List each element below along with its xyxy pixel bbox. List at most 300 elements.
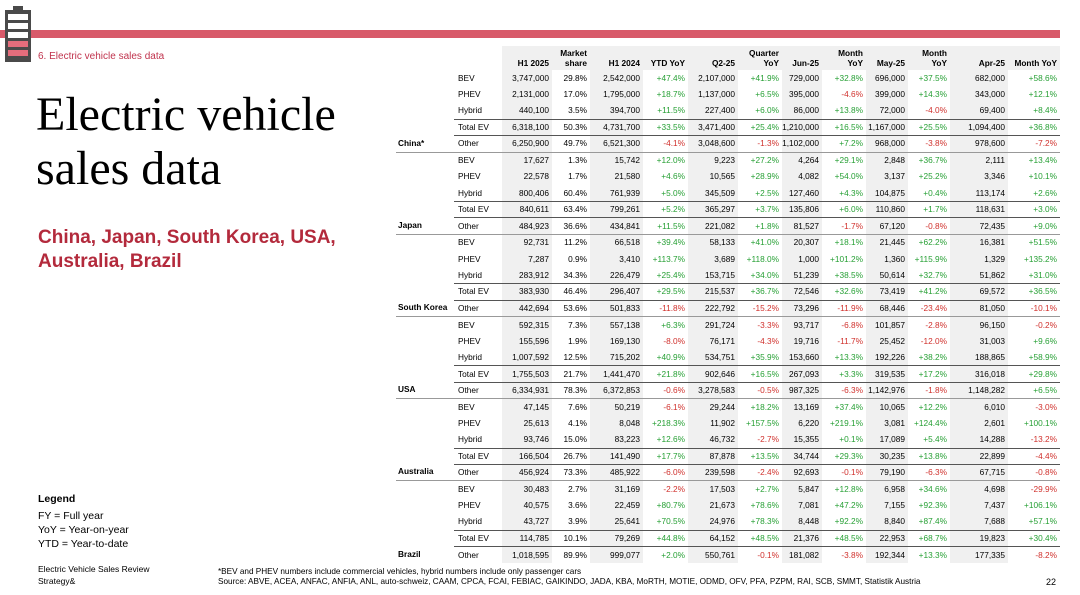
column-header: Q2-25 <box>688 46 738 70</box>
table-cell: 440,100 <box>502 103 552 119</box>
table-cell: 2,601 <box>950 415 1008 431</box>
table-cell: 153,715 <box>688 267 738 283</box>
table-cell: 15,355 <box>782 432 822 448</box>
table-cell: 177,335 <box>950 547 1008 563</box>
table-cell: -0.8% <box>1008 465 1060 481</box>
table-cell: 26.7% <box>552 448 590 464</box>
table-cell: 5,847 <box>782 481 822 497</box>
table-cell: -15.2% <box>738 300 782 316</box>
table-cell: 192,226 <box>866 349 908 365</box>
table-cell: +25.4% <box>656 269 685 280</box>
table-cell: -3.8% <box>908 136 950 152</box>
table-cell: 21,580 <box>590 169 643 185</box>
table-cell: +2.0% <box>643 547 688 563</box>
table-cell: -4.6% <box>841 89 863 100</box>
table-cell: +6.5% <box>1008 382 1060 398</box>
table-row <box>396 465 1060 481</box>
table-cell: 86,000 <box>782 103 822 119</box>
table-cell: 21,376 <box>782 530 822 546</box>
table-cell: 761,939 <box>590 185 643 201</box>
table-cell: 215,537 <box>688 284 738 300</box>
table-cell: 6,010 <box>950 399 1008 415</box>
table-cell: 696,000 <box>866 70 908 86</box>
table-cell: 114,785 <box>502 530 552 546</box>
table-cell: 3,747,000 <box>502 70 552 86</box>
table-cell: 3.9% <box>568 516 587 527</box>
table-cell: +62.2% <box>908 234 950 250</box>
table-cell: 15,742 <box>590 152 643 168</box>
table-cell: 22,459 <box>590 497 643 513</box>
table-cell: +13.3% <box>834 351 863 362</box>
table-cell: 79,190 <box>866 465 908 481</box>
column-header: Month YoY <box>908 46 950 70</box>
country-label: USA <box>396 317 454 399</box>
table-cell: -0.1% <box>822 465 866 481</box>
table-cell: 127,460 <box>782 185 822 201</box>
page-subtitle: China, Japan, South Korea, USA, Australia, Brazil <box>38 227 336 272</box>
table-row <box>396 119 1060 135</box>
powertrain-type: Total EV <box>454 530 502 546</box>
table-cell: +37.4% <box>822 399 866 415</box>
table-cell: 1,360 <box>866 251 908 267</box>
table-cell: 1,329 <box>950 251 1008 267</box>
table-cell: 34.3% <box>563 269 587 280</box>
table-cell: 4,082 <box>782 169 822 185</box>
table-row <box>396 185 1060 201</box>
table-cell: +13.8% <box>908 448 950 464</box>
table-cell: +157.5% <box>746 417 779 428</box>
table-cell: 192,344 <box>866 547 908 563</box>
legend <box>38 492 129 551</box>
table-cell: +118.0% <box>746 253 779 264</box>
table-cell: +29.3% <box>822 448 866 464</box>
table-cell: 92,731 <box>502 234 552 250</box>
country-label: Australia <box>396 399 454 481</box>
table-cell: +6.0% <box>822 202 866 218</box>
table-cell: -13.2% <box>1030 434 1057 445</box>
table-cell: 69,572 <box>950 284 1008 300</box>
table-cell: 1,142,976 <box>866 382 908 398</box>
table-cell: 0.9% <box>568 253 587 264</box>
table-cell: +38.2% <box>918 351 947 362</box>
table-cell: 1,755,503 <box>502 366 552 382</box>
table-cell: +58.9% <box>1028 351 1057 362</box>
table-cell: +9.0% <box>1008 218 1060 234</box>
table-cell: +115.9% <box>914 253 947 264</box>
table-cell: +32.7% <box>918 269 947 280</box>
table-cell: -0.1% <box>738 547 782 563</box>
powertrain-type: Other <box>454 382 502 398</box>
table-cell: 6,372,853 <box>590 382 643 398</box>
table-cell: 3,471,400 <box>688 119 738 135</box>
table-cell: +48.5% <box>822 530 866 546</box>
table-cell: +5.2% <box>643 202 688 218</box>
table-cell: 227,400 <box>688 103 738 119</box>
table-row <box>396 70 1060 86</box>
table-cell: 296,407 <box>590 284 643 300</box>
table-cell: 181,082 <box>782 547 822 563</box>
table-cell: +2.7% <box>738 481 782 497</box>
column-header: Market share <box>552 46 590 70</box>
table-cell: 73.3% <box>552 465 590 481</box>
table-cell: 10,565 <box>688 169 738 185</box>
table-cell: 2,131,000 <box>502 86 552 102</box>
table-cell: +218.3% <box>652 417 685 428</box>
table-cell: 7,155 <box>866 497 908 513</box>
table-cell: 1,441,470 <box>590 366 643 382</box>
table-cell: 365,297 <box>688 202 738 218</box>
table-cell: +17.7% <box>643 448 688 464</box>
table-cell: 394,700 <box>590 103 643 119</box>
table-row <box>396 284 1060 300</box>
table-cell: 49.7% <box>552 136 590 152</box>
table-cell: +36.7% <box>908 152 950 168</box>
table-cell: 51,862 <box>950 267 1008 283</box>
table-row <box>396 333 1060 349</box>
table-cell: -1.8% <box>908 382 950 398</box>
footer-left <box>38 563 150 587</box>
table-cell: 104,875 <box>866 185 908 201</box>
table-cell: +12.1% <box>1028 89 1057 100</box>
top-accent-bar <box>0 30 1060 38</box>
table-cell: 3.5% <box>568 105 587 116</box>
table-cell: +13.3% <box>908 547 950 563</box>
table-cell: -23.4% <box>908 300 950 316</box>
table-cell: 343,000 <box>950 86 1008 102</box>
table-cell: 7.3% <box>552 317 590 333</box>
table-cell: 47,145 <box>502 399 552 415</box>
table-cell: 63.4% <box>552 202 590 218</box>
table-cell: +87.4% <box>918 516 947 527</box>
table-cell: +4.6% <box>661 171 685 182</box>
table-row <box>396 103 1060 119</box>
table-cell: 73,296 <box>782 300 822 316</box>
table-cell: 96,150 <box>950 317 1008 333</box>
table-cell: 21,673 <box>688 497 738 513</box>
powertrain-type: PHEV <box>458 500 481 511</box>
table-cell: -3.8% <box>822 547 866 563</box>
table-row <box>396 497 1060 513</box>
powertrain-type: Total EV <box>454 284 502 300</box>
table-row <box>396 234 1060 250</box>
table-cell: +41.0% <box>738 234 782 250</box>
table-body <box>396 70 1060 563</box>
table-cell: 81,050 <box>950 300 1008 316</box>
footnote-source: Source: ABVE, ACEA, ANFAC, ANFIA, ANL, auto-schweiz, CAAM, CPCA, FCAI, FEBIAC, GAIKINDO, JADA, KBA, MoRTH, MOTIE, ODMD, OFV, PFA, PZPM, RAI, SCB, SMMT, Statistik Austria <box>218 577 921 586</box>
table-cell: -0.5% <box>738 382 782 398</box>
table-cell: 999,077 <box>590 547 643 563</box>
table-cell: 902,646 <box>688 366 738 382</box>
table-cell: 7,437 <box>950 497 1008 513</box>
table-cell: 30,235 <box>866 448 908 464</box>
column-header: Quarter YoY <box>738 46 782 70</box>
table-cell: 153,660 <box>782 349 822 365</box>
table-cell: -4.4% <box>1008 448 1060 464</box>
table-cell: 46.4% <box>552 284 590 300</box>
table-cell: 316,018 <box>950 366 1008 382</box>
table-row <box>396 366 1060 382</box>
powertrain-type: PHEV <box>458 335 481 346</box>
table-cell: 10.1% <box>552 530 590 546</box>
table-cell: 442,694 <box>502 300 552 316</box>
table-cell: 51,239 <box>782 267 822 283</box>
table-cell: 7,688 <box>950 514 1008 530</box>
table-cell: +113.7% <box>652 253 685 264</box>
table-cell: +100.1% <box>1024 417 1057 428</box>
table-cell: 67,120 <box>866 218 908 234</box>
table-cell: 4,698 <box>950 481 1008 497</box>
country-label: Brazil <box>396 481 454 563</box>
table-cell: 978,600 <box>950 136 1008 152</box>
table-cell: 72,546 <box>782 284 822 300</box>
table-row <box>396 432 1060 448</box>
table-cell: +37.5% <box>918 72 947 83</box>
table-cell: 1,094,400 <box>950 119 1008 135</box>
table-cell: 101,857 <box>866 317 908 333</box>
table-cell: +124.4% <box>914 417 947 428</box>
table-cell: 1.3% <box>552 152 590 168</box>
table-row <box>396 218 1060 234</box>
table-cell: 13,169 <box>782 399 822 415</box>
table-cell: 141,490 <box>590 448 643 464</box>
table-cell: 40,575 <box>502 497 552 513</box>
table-cell: 715,202 <box>590 349 643 365</box>
table-cell: -6.3% <box>908 465 950 481</box>
powertrain-type: BEV <box>454 234 502 250</box>
table-cell: 79,269 <box>590 530 643 546</box>
table-cell: 21,445 <box>866 234 908 250</box>
table-row <box>396 448 1060 464</box>
legend-title: Legend <box>38 493 76 505</box>
table-cell: +25.4% <box>738 119 782 135</box>
table-cell: +21.8% <box>643 366 688 382</box>
table-cell: 9,223 <box>688 152 738 168</box>
table-cell: 6,250,900 <box>502 136 552 152</box>
table-row <box>396 399 1060 415</box>
table-cell: +0.4% <box>923 187 947 198</box>
legend-item: FY = Full year <box>38 510 104 522</box>
table-cell: 81,527 <box>782 218 822 234</box>
section-label: 6. Electric vehicle sales data <box>38 51 165 62</box>
table-cell: 239,598 <box>688 465 738 481</box>
table-cell: +6.3% <box>643 317 688 333</box>
table-cell: +6.0% <box>755 105 779 116</box>
table-cell: +18.2% <box>738 399 782 415</box>
table-cell: +29.8% <box>1008 366 1060 382</box>
table-cell: 135,806 <box>782 202 822 218</box>
header-blank <box>396 46 454 70</box>
column-header: Jun-25 <box>782 46 822 70</box>
table-cell: 87,878 <box>688 448 738 464</box>
table-cell: +27.2% <box>738 152 782 168</box>
table-cell: +6.5% <box>755 89 779 100</box>
table-cell: 110,860 <box>866 202 908 218</box>
table-row <box>396 202 1060 218</box>
table-cell: 14,288 <box>950 432 1008 448</box>
page-title: Electric vehicle sales data <box>36 88 336 195</box>
table-cell: +34.0% <box>750 269 779 280</box>
powertrain-type: PHEV <box>458 253 481 264</box>
table-cell: +3.3% <box>822 366 866 382</box>
table-cell: 69,400 <box>950 103 1008 119</box>
table-cell: +39.4% <box>643 234 688 250</box>
table-row <box>396 415 1060 431</box>
table-cell: 22,578 <box>502 169 552 185</box>
table-cell: 11.2% <box>552 234 590 250</box>
table-cell: +9.6% <box>1033 335 1057 346</box>
table-cell: 72,000 <box>866 103 908 119</box>
table-cell: 399,000 <box>866 86 908 102</box>
table-row <box>396 136 1060 152</box>
table-cell: -11.9% <box>822 300 866 316</box>
powertrain-type: Other <box>454 136 502 152</box>
page-number: 22 <box>1046 577 1057 587</box>
table-cell: 968,000 <box>866 136 908 152</box>
table-cell: +18.1% <box>822 234 866 250</box>
table-row <box>396 152 1060 168</box>
table-cell: +32.6% <box>822 284 866 300</box>
table-cell: +92.2% <box>834 516 863 527</box>
table-cell: 2,848 <box>866 152 908 168</box>
table-cell: 24,976 <box>688 514 738 530</box>
table-cell: 3,048,600 <box>688 136 738 152</box>
legend-item: YoY = Year-on-year <box>38 524 129 536</box>
column-header: H1 2024 <box>590 46 643 70</box>
table-cell: +36.5% <box>1008 284 1060 300</box>
table-cell: 4.1% <box>568 417 587 428</box>
table-cell: 17,089 <box>866 432 908 448</box>
powertrain-type: BEV <box>454 399 502 415</box>
table-cell: 3,278,583 <box>688 382 738 398</box>
table-row <box>396 169 1060 185</box>
table-cell: +25.5% <box>908 119 950 135</box>
table-cell: +36.8% <box>1008 119 1060 135</box>
column-header: YTD YoY <box>643 46 688 70</box>
table-cell: 4,264 <box>782 152 822 168</box>
powertrain-type: BEV <box>454 481 502 497</box>
table-cell: 17,503 <box>688 481 738 497</box>
table-cell: -1.3% <box>738 136 782 152</box>
table-row <box>396 530 1060 546</box>
table-cell: +0.1% <box>839 434 863 445</box>
powertrain-type: Other <box>454 218 502 234</box>
table-cell: 2,111 <box>950 152 1008 168</box>
table-cell: +219.1% <box>830 417 863 428</box>
table-cell: 66,518 <box>590 234 643 250</box>
table-cell: 34,744 <box>782 448 822 464</box>
table-cell: +80.7% <box>656 500 685 511</box>
table-cell: +106.1% <box>1024 500 1057 511</box>
table-cell: -10.1% <box>1008 300 1060 316</box>
table-cell: 21.7% <box>552 366 590 382</box>
table-cell: 1,148,282 <box>950 382 1008 398</box>
column-header: H1 2025 <box>502 46 552 70</box>
table-cell: 58,133 <box>688 234 738 250</box>
sales-table-container <box>396 46 1060 563</box>
table-cell: +1.7% <box>908 202 950 218</box>
table-cell: 25,613 <box>502 415 552 431</box>
country-label: Japan <box>396 152 454 234</box>
table-cell: +135.2% <box>1024 253 1057 264</box>
table-cell: -6.3% <box>822 382 866 398</box>
table-cell: 7,287 <box>502 251 552 267</box>
table-cell: 83,223 <box>590 432 643 448</box>
table-cell: 113,174 <box>950 185 1008 201</box>
table-cell: 22,953 <box>866 530 908 546</box>
table-cell: 221,082 <box>688 218 738 234</box>
table-cell: +30.4% <box>1008 530 1060 546</box>
table-cell: +35.9% <box>750 351 779 362</box>
table-cell: 729,000 <box>782 70 822 86</box>
table-row <box>396 382 1060 398</box>
table-cell: +4.3% <box>839 187 863 198</box>
table-cell: 2.7% <box>552 481 590 497</box>
table-cell: +41.2% <box>908 284 950 300</box>
table-cell: +10.1% <box>1028 171 1057 182</box>
table-cell: 76,171 <box>688 333 738 349</box>
powertrain-type: Other <box>454 547 502 563</box>
table-cell: +40.9% <box>656 351 685 362</box>
table-cell: -1.7% <box>822 218 866 234</box>
table-cell: 50,219 <box>590 399 643 415</box>
table-cell: 67,715 <box>950 465 1008 481</box>
table-cell: 6,521,300 <box>590 136 643 152</box>
powertrain-type: Other <box>454 465 502 481</box>
table-cell: -0.6% <box>643 382 688 398</box>
table-cell: 7,081 <box>782 497 822 513</box>
table-cell: +29.5% <box>643 284 688 300</box>
table-header <box>396 46 1060 70</box>
table-cell: +13.8% <box>834 105 863 116</box>
table-row <box>396 300 1060 316</box>
table-cell: 4,731,700 <box>590 119 643 135</box>
table-cell: +28.9% <box>750 171 779 182</box>
table-cell: +31.0% <box>1028 269 1057 280</box>
table-cell: +2.6% <box>1033 187 1057 198</box>
table-cell: 50.3% <box>552 119 590 135</box>
footer-org: Strategy& <box>38 576 76 586</box>
table-cell: 383,930 <box>502 284 552 300</box>
powertrain-type: PHEV <box>458 171 481 182</box>
powertrain-type: BEV <box>458 72 475 83</box>
table-cell: 1,795,000 <box>590 86 643 102</box>
table-cell: +16.5% <box>822 119 866 135</box>
table-row <box>396 514 1060 530</box>
table-cell: 78.3% <box>552 382 590 398</box>
table-cell: -12.0% <box>920 335 947 346</box>
table-cell: -6.1% <box>643 399 688 415</box>
table-cell: -11.7% <box>837 335 863 346</box>
table-cell: +13.4% <box>1008 152 1060 168</box>
powertrain-type: Hybrid <box>458 269 482 280</box>
table-cell: 267,093 <box>782 366 822 382</box>
table-cell: 3,346 <box>950 169 1008 185</box>
table-cell: +68.7% <box>908 530 950 546</box>
table-cell: 16,381 <box>950 234 1008 250</box>
table-row <box>396 349 1060 365</box>
powertrain-type: Hybrid <box>458 351 482 362</box>
powertrain-type: Total EV <box>454 202 502 218</box>
table-row <box>396 547 1060 563</box>
table-cell: 20,307 <box>782 234 822 250</box>
table-cell: 10,065 <box>866 399 908 415</box>
table-cell: 64,152 <box>688 530 738 546</box>
column-header: Month YoY <box>822 46 866 70</box>
table-cell: +78.3% <box>750 516 779 527</box>
table-cell: 682,000 <box>950 70 1008 86</box>
table-cell: 19,823 <box>950 530 1008 546</box>
table-cell: 840,611 <box>502 202 552 218</box>
